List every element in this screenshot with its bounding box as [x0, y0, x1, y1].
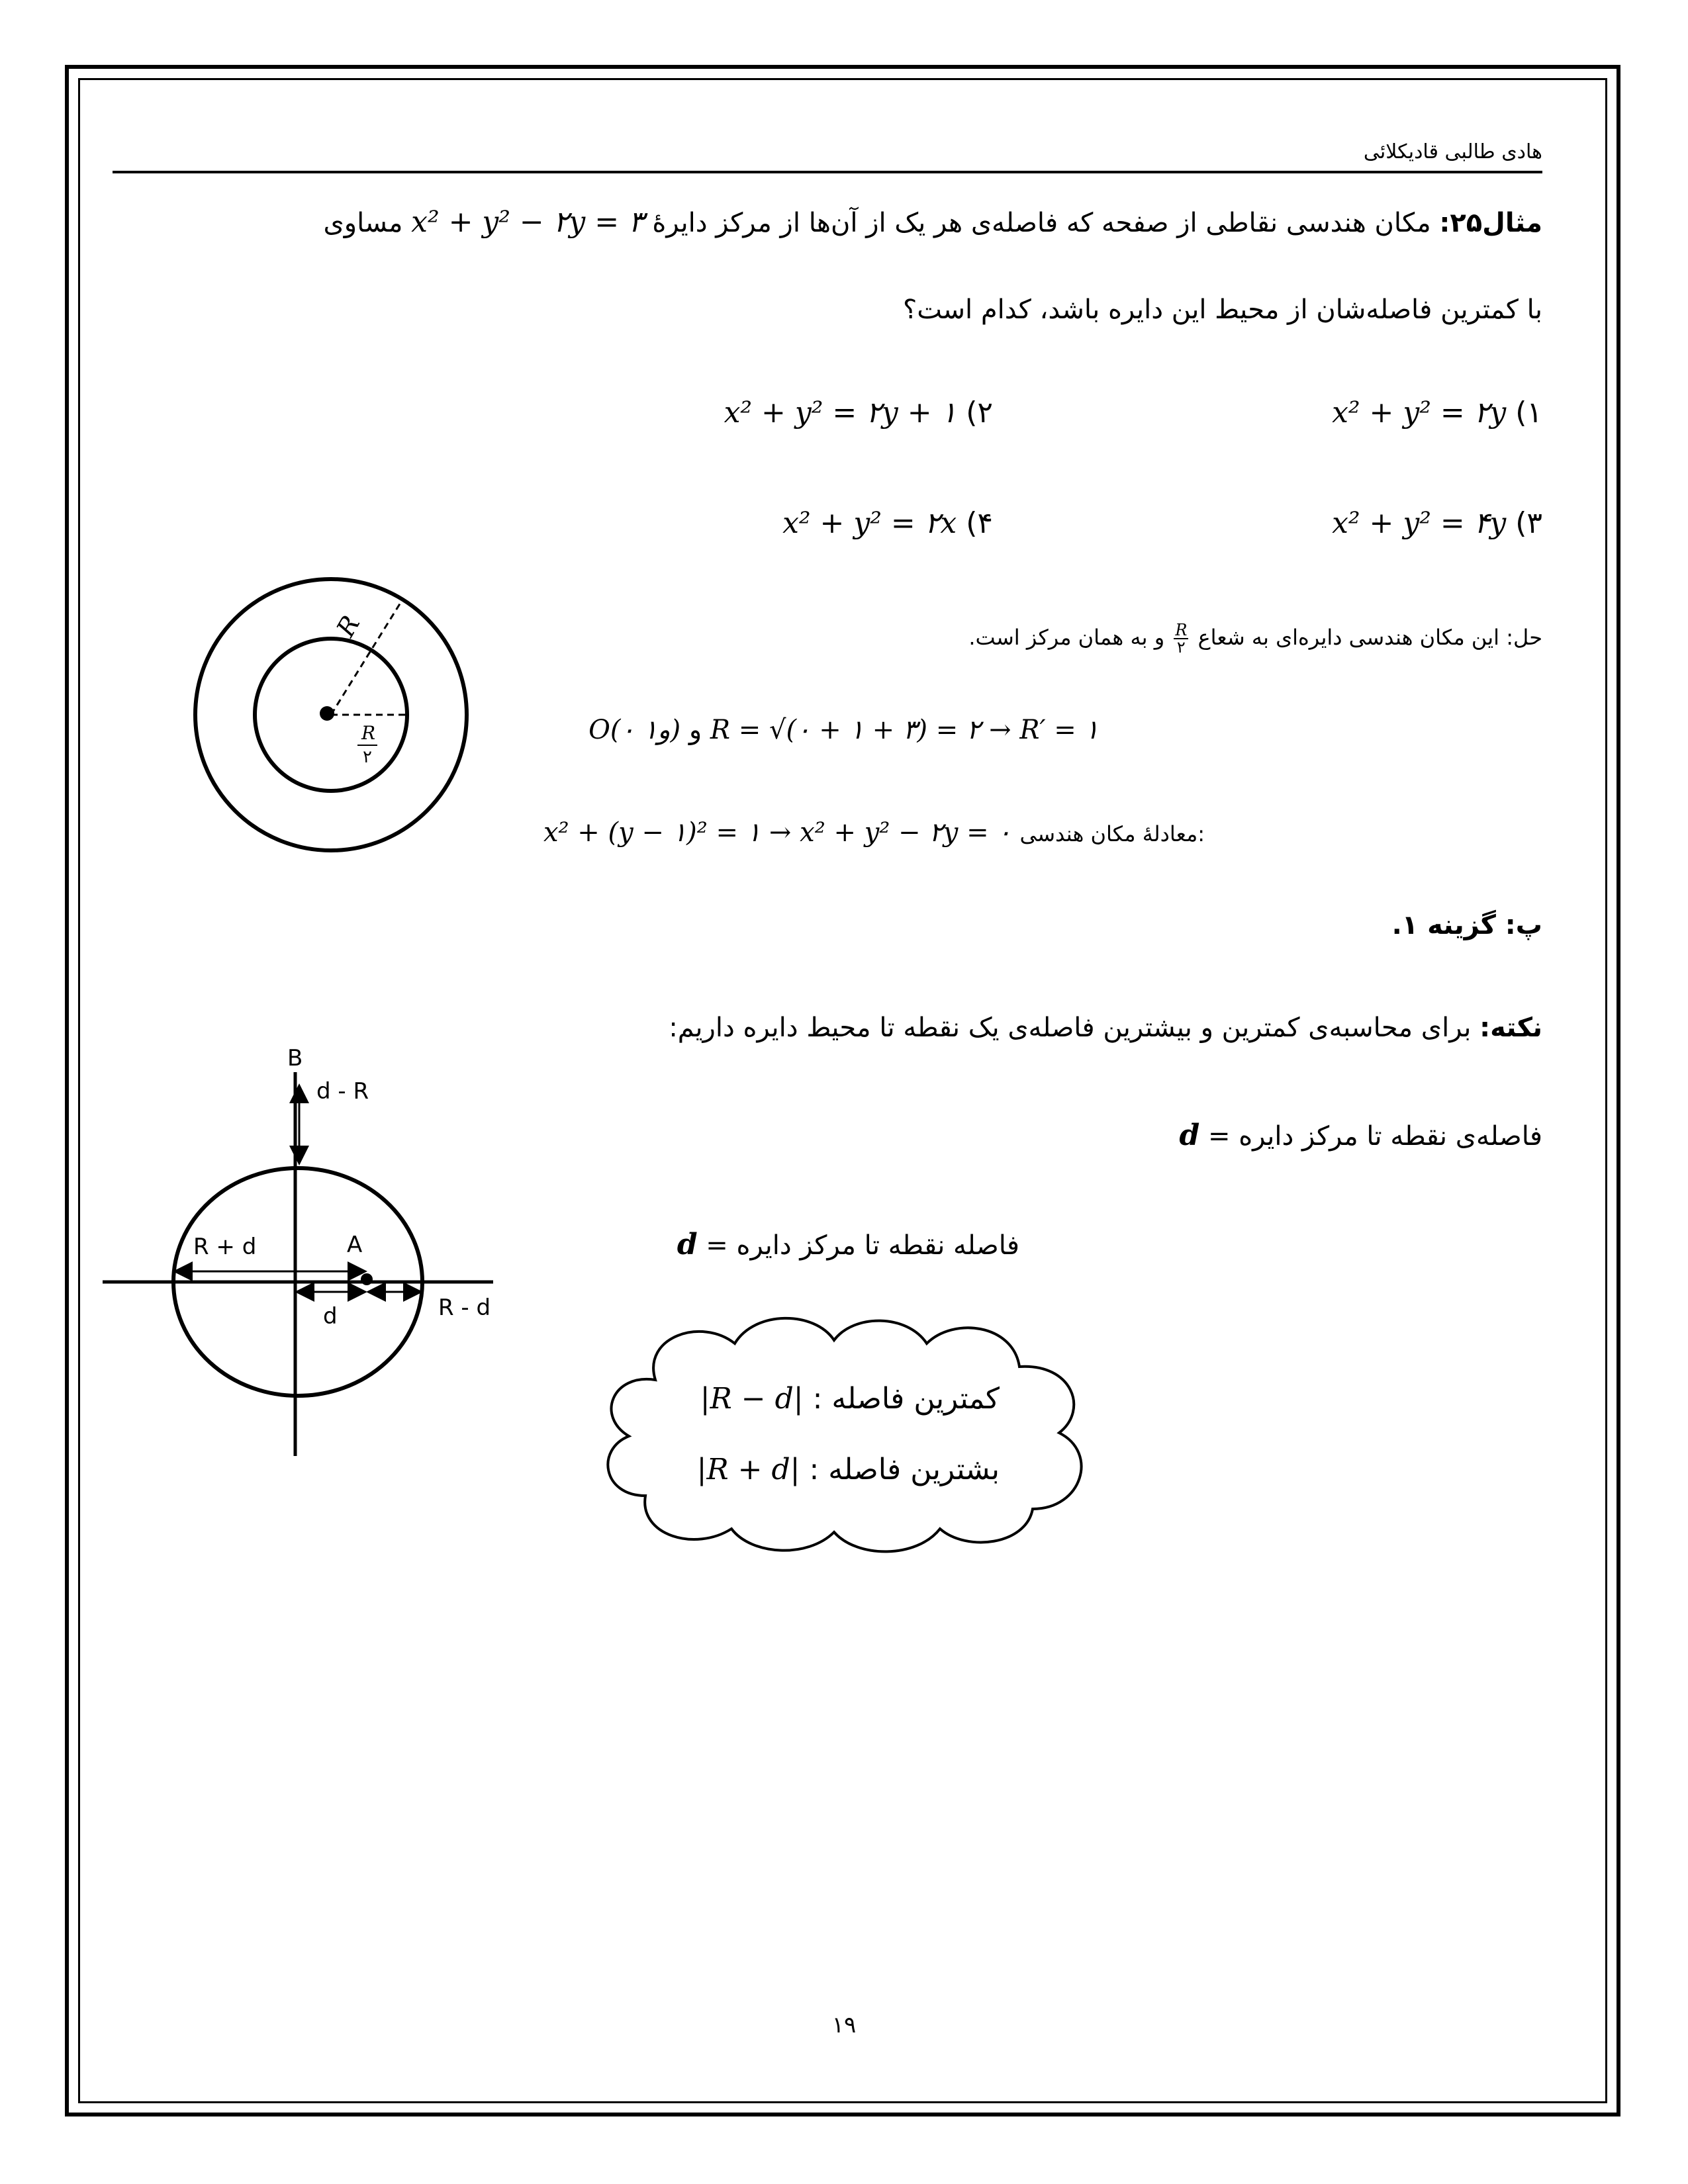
note-def2-var: d [677, 1228, 698, 1261]
option-4-number: ۴) [966, 506, 993, 540]
note-text: برای محاسبه‌ی کمترین و بیشترین فاصله‌ی یک نقطه تا محیط دایره داریم: [669, 1013, 1480, 1043]
option-3-expr: x² + y² = ۴y [1332, 506, 1507, 540]
center-point [320, 706, 334, 721]
example-line2: با کمترین فاصله‌شان از محیط این دایره باشد، کدام است؟ [903, 295, 1542, 325]
solution-join: و [680, 715, 710, 745]
header-divider [113, 171, 1542, 173]
solution-intro-end: و به همان مرکز است. [968, 625, 1172, 650]
option-4 [782, 506, 993, 540]
example-text: مکان هندسی نقاطی از صفحه که فاصله‌ی هر یک از آن‌ها از مرکز دایرۀ [643, 208, 1440, 238]
label-B: B [287, 1045, 303, 1071]
cloud-min-expr: |R − d| [700, 1382, 804, 1416]
option-2-expr: x² + y² = ۲y + ۱ [724, 396, 957, 430]
label-d: d [323, 1303, 338, 1330]
label-d-minus-R: d - R [316, 1078, 369, 1105]
note-def1-text: فاصله‌ی نقطه تا مرکز دایره = [1199, 1121, 1542, 1152]
label-R-minus-d: R - d [438, 1295, 491, 1321]
solution-intro-start: حل: این مکان هندسی دایره‌ای به شعاع [1191, 625, 1542, 650]
distance-diagram [0, 1026, 530, 1476]
solution-equation-expr: x² + (y − ۱)² = ۱ → x² + y² − ۲y = ۰ [543, 817, 1011, 848]
option-2 [724, 396, 993, 430]
radius-fraction-den: ۲ [1176, 638, 1186, 657]
example-line1 [323, 205, 1542, 239]
note-definition-2 [677, 1228, 1019, 1261]
example-label: مثال۲۵: [1439, 208, 1542, 238]
radius-fraction-num: R [1175, 621, 1188, 639]
cloud-min-label: کمترین فاصله : [803, 1382, 1000, 1416]
option-1-expr: x² + y² = ۲y [1332, 396, 1507, 430]
point-A [361, 1273, 373, 1285]
cloud-min-distance [700, 1382, 1000, 1416]
solution-intro [968, 622, 1542, 655]
solution-radius: R = √(۰ + ۱ + ۳) = ۲ → R′ = ۱ [710, 715, 1099, 745]
note-label: نکته: [1479, 1013, 1542, 1043]
solution-center-radius [588, 715, 1099, 745]
solution-center: O(۰ و۱) [588, 715, 681, 745]
note-def2-text: فاصله نقطه تا مرکز دایره = [697, 1230, 1019, 1261]
solution-equation [543, 817, 1205, 848]
label-A: A [347, 1232, 363, 1258]
example-line1-end: مساوی [323, 208, 412, 238]
option-3-number: ۳) [1515, 506, 1542, 540]
cloud-max-label: بشترین فاصله : [800, 1453, 1000, 1486]
note-line [669, 1013, 1542, 1043]
solution-answer: پ: گزینه ۱. [1391, 910, 1542, 940]
label-R-plus-d: R + d [193, 1234, 257, 1260]
option-1 [1332, 396, 1542, 430]
option-4-expr: x² + y² = ۲x [782, 506, 957, 540]
cloud-callout-shape [596, 1310, 1105, 1562]
cloud-max-expr: |R + d| [696, 1453, 800, 1486]
inner-radius-num: R [361, 722, 376, 744]
radius-fraction [1174, 622, 1188, 655]
inner-radius-den: ۲ [363, 747, 372, 767]
note-def1-var: d [1179, 1118, 1200, 1152]
option-3 [1332, 506, 1542, 540]
option-2-number: ۲) [966, 396, 993, 430]
concentric-circles-diagram [192, 576, 477, 860]
cloud-outline [608, 1318, 1081, 1552]
outer-radius-label: R [330, 610, 366, 642]
solution-equation-label: :معادلۀ مکان هندسی [1019, 821, 1205, 846]
option-1-number: ۱) [1515, 396, 1542, 430]
page-number: ۱۹ [831, 2012, 857, 2038]
cloud-max-distance [697, 1453, 1000, 1486]
note-definition-1 [1180, 1118, 1542, 1152]
header-author: هادی طالبی قادیکلائی [1363, 140, 1542, 163]
example-equation: x² + y² − ۲y = ۳ [411, 205, 644, 239]
